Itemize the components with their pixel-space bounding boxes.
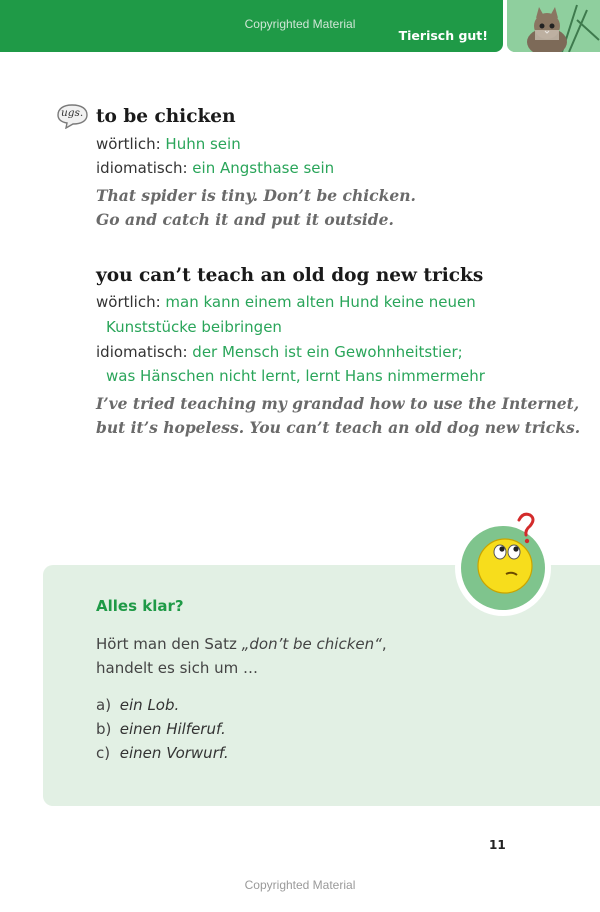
idiomatic-label: idiomatisch: — [96, 159, 188, 177]
example-line: That spider is tiny. Don’t be chicken. — [96, 186, 416, 205]
quiz-option-text: einen Hilferuf. — [119, 720, 226, 738]
thinking-emoji-icon — [453, 508, 553, 616]
literal-label: wörtlich: — [96, 293, 161, 311]
quiz-question-suffix: , — [381, 635, 387, 653]
quiz-question — [96, 632, 387, 656]
quiz-question-quote: „don’t be chicken“ — [241, 635, 382, 653]
usage-badge-label: ugs. — [61, 107, 84, 119]
quiz-option — [96, 693, 179, 717]
quiz-question-line2: handelt es sich um … — [96, 659, 258, 677]
entry-title: you can’t teach an old dog new tricks — [96, 265, 484, 286]
quiz-option-letter: a) — [96, 696, 112, 714]
literal-translation: man kann einem alten Hund keine neuen — [165, 293, 476, 311]
quiz-option — [96, 741, 229, 765]
quiz-option-text: einen Vorwurf. — [119, 744, 229, 762]
copyright-top: Copyrighted Material — [244, 17, 356, 31]
idiomatic-translation: der Mensch ist ein Gewohnheitstier; — [192, 343, 463, 361]
quiz-title: Alles klar? — [96, 597, 184, 615]
section-title: Tierisch gut! — [398, 28, 488, 43]
example-line: but it’s hopeless. You can’t teach an old dog new tricks. — [96, 418, 581, 437]
example-line: I’ve tried teaching my grandad how to use the Internet, — [96, 394, 580, 413]
speech-bubble-icon — [56, 103, 89, 129]
literal-label: wörtlich: — [96, 135, 161, 153]
quiz-option-letter: c) — [96, 744, 111, 762]
literal-line — [96, 290, 476, 314]
entry-title: to be chicken — [96, 106, 236, 127]
quiz-option — [96, 717, 226, 741]
idiomatic-translation: ein Angsthase sein — [192, 159, 335, 177]
idiomatic-translation-continued: was Hänschen nicht lernt, lernt Hans nimmermehr — [106, 367, 485, 385]
copyright-bottom: Copyrighted Material — [244, 878, 356, 892]
literal-line — [96, 132, 241, 156]
example-line: Go and catch it and put it outside. — [96, 210, 394, 229]
idiomatic-label: idiomatisch: — [96, 343, 188, 361]
idiomatic-line — [96, 156, 334, 180]
quiz-option-text: ein Lob. — [119, 696, 180, 714]
idiomatic-line — [96, 340, 463, 364]
page-number: 11 — [489, 838, 506, 852]
quiz-option-letter: b) — [96, 720, 112, 738]
literal-translation: Huhn sein — [165, 135, 241, 153]
quiz-question-prefix: Hört man den Satz — [96, 635, 242, 653]
literal-translation-continued: Kunststücke beibringen — [106, 318, 282, 336]
